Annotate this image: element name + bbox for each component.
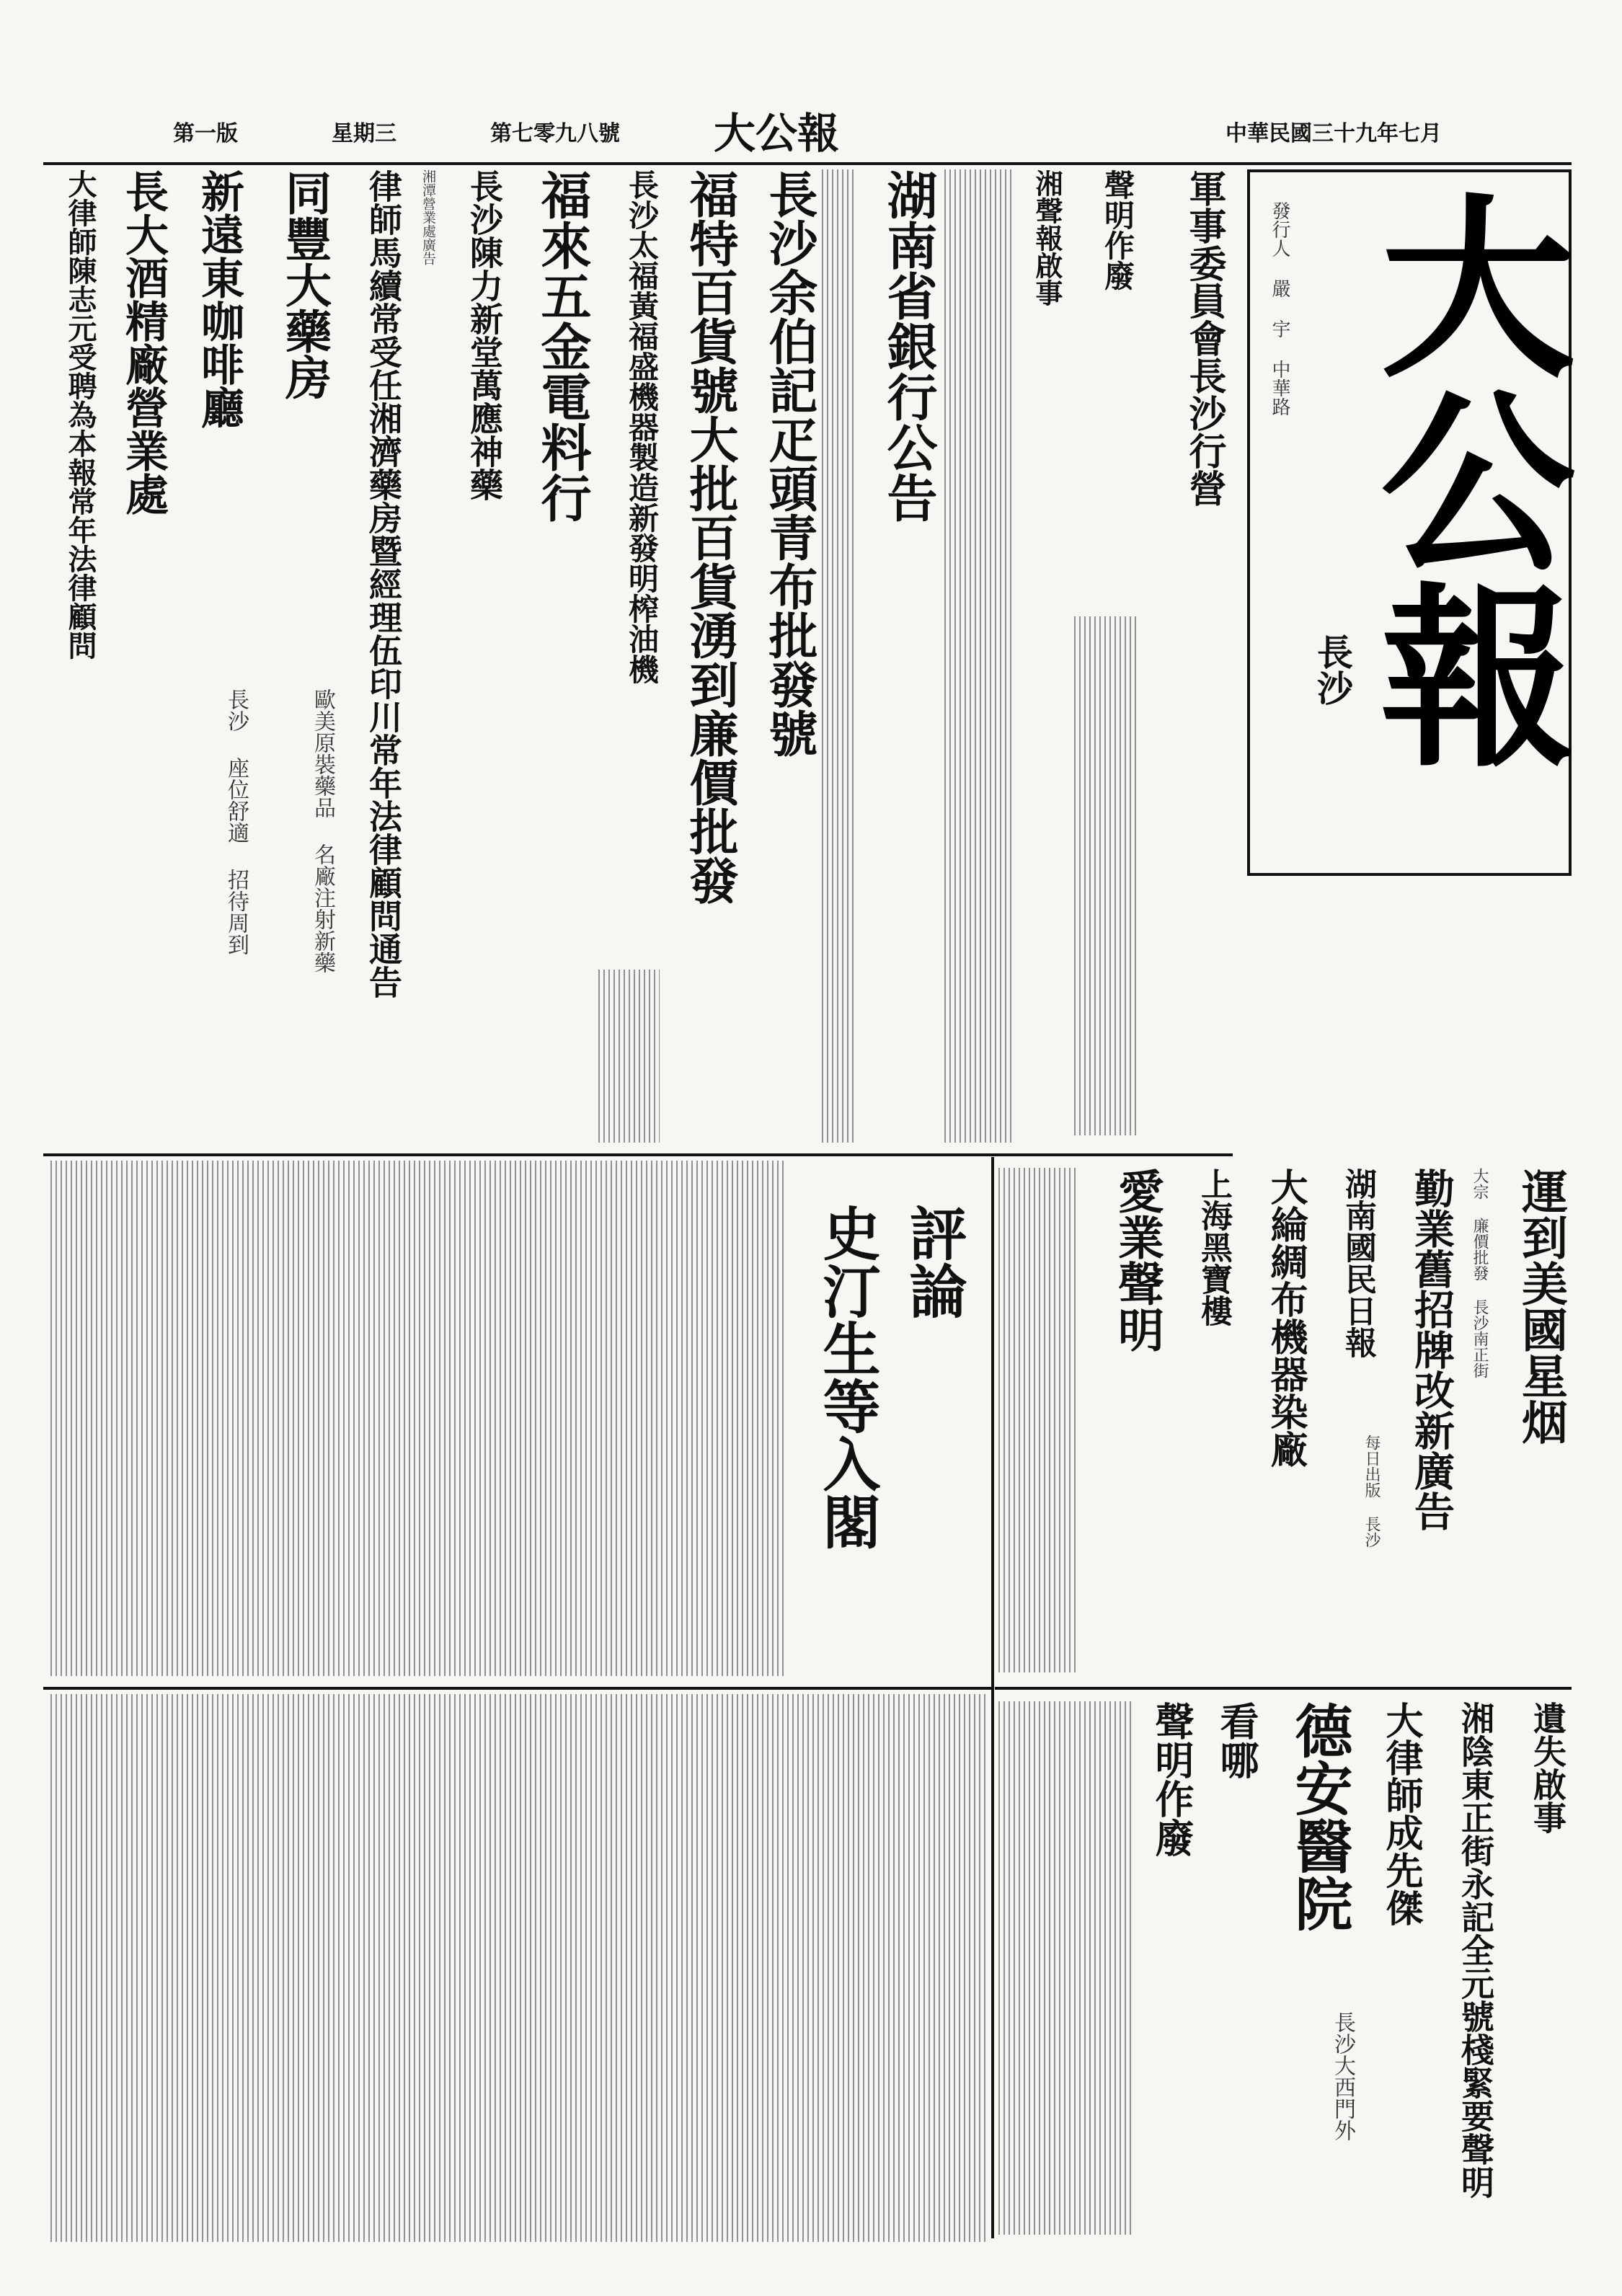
logo-box bbox=[1247, 169, 1577, 876]
ad-chenlixin: 長沙陳力新堂萬應神藥 bbox=[465, 169, 504, 501]
logo-title: 大公報 bbox=[1348, 187, 1577, 771]
small-logo: 大公報 bbox=[714, 109, 840, 158]
ad-fute: 福特百貨號大批百貨湧到廉價批發 bbox=[681, 169, 739, 905]
ad-aiye: 愛業聲明 bbox=[1110, 1168, 1164, 1352]
publisher-line: 發行人 嚴 宇 中華路 bbox=[1269, 201, 1290, 416]
ad-tongfeng-sub: 歐美原裝藥品 名廠注射新藥 bbox=[310, 688, 335, 973]
ad-lost-notice: 遺失啟事 bbox=[1528, 1701, 1567, 1834]
ad-xiangsheng: 湘聲報啟事 bbox=[1031, 169, 1063, 306]
issue-number: 第七零九八號 bbox=[490, 121, 620, 146]
ad-chenlixin-sub: 湘潭營業處廣告 bbox=[420, 169, 436, 265]
page-number: 第一版 bbox=[173, 121, 238, 146]
ad-huangfusheng: 長沙太福黃福盛機器製造新發明榨油機 bbox=[624, 169, 660, 684]
weekday: 星期三 bbox=[332, 121, 396, 146]
ad-us-cigarette: 運到美國星烟 bbox=[1514, 1168, 1568, 1445]
article-continuation bbox=[50, 1694, 988, 2242]
ad-ma-lawyer: 律師馬續常受任湘濟藥房暨經理伍印川常年法律顧問通告 bbox=[364, 169, 403, 998]
logo-city: 長沙 bbox=[1311, 634, 1354, 706]
ad-block-top bbox=[50, 169, 1240, 1146]
ad-yubo: 長沙余伯記疋頭青布批發號 bbox=[761, 169, 818, 758]
ad-heibaolou: 上海黑寶樓 bbox=[1195, 1168, 1232, 1326]
ad-dean-hospital-sub: 長沙大西門外 bbox=[1330, 2011, 1355, 2141]
ad-cheng-lawyer: 大律師成先傑 bbox=[1379, 1701, 1423, 1926]
ad-new-fareast-sub: 長沙 座位舒適 招待周到 bbox=[223, 688, 249, 955]
ad-block-bottom-right bbox=[998, 1694, 1575, 2242]
ad-us-cigarette-sub: 大宗 廉價批發 長沙南正街 bbox=[1471, 1168, 1489, 1378]
editorial-title: 史汀生等入閣 bbox=[813, 1204, 881, 1550]
ad-void-2: 聲明作廢 bbox=[1149, 1701, 1195, 1857]
ad-fulai: 福來五金電料行 bbox=[533, 169, 593, 523]
ad-void-notice: 聲明作廢 bbox=[1100, 169, 1135, 291]
editorial-heading: 評論 bbox=[900, 1204, 967, 1319]
ad-qinye: 勤業舊招牌改新廣告 bbox=[1408, 1168, 1455, 1531]
ad-hunan-daily-sub: 每日出版 長沙 bbox=[1362, 1435, 1381, 1548]
ad-military: 軍事委員會長沙行營 bbox=[1182, 169, 1226, 507]
ad-void-text bbox=[1074, 616, 1139, 1135]
date-line: 中華民國三十九年七月 bbox=[1226, 121, 1442, 146]
ad-chen-lawyer: 大律師陳志元受聘為本報常年法律顧問 bbox=[63, 169, 97, 660]
ad-tongfeng: 同豐大藥房 bbox=[278, 169, 332, 400]
editorial-text-block bbox=[50, 1161, 786, 1676]
masthead-strip bbox=[0, 108, 1622, 158]
ad-dean-hospital: 德安醫院 bbox=[1285, 1701, 1353, 1932]
editorial-section bbox=[50, 1161, 988, 1680]
ad-hunan-bank: 湖南省銀行公告 bbox=[879, 169, 939, 523]
ad-new-fareast: 新遠東咖啡廳 bbox=[194, 169, 244, 429]
ad-block-right bbox=[998, 1161, 1575, 1680]
ad-dalun: 大綸綢布機器染廠 bbox=[1264, 1168, 1308, 1468]
ad-changda: 長大酒精廠營業處 bbox=[118, 169, 169, 515]
ad-hunan-daily: 湖南國民日報 bbox=[1339, 1168, 1376, 1358]
ad-kanna: 看哪 bbox=[1214, 1701, 1260, 1779]
ad-yongji: 湘陰東正街永記全元號棧緊要聲明 bbox=[1456, 1701, 1495, 2199]
